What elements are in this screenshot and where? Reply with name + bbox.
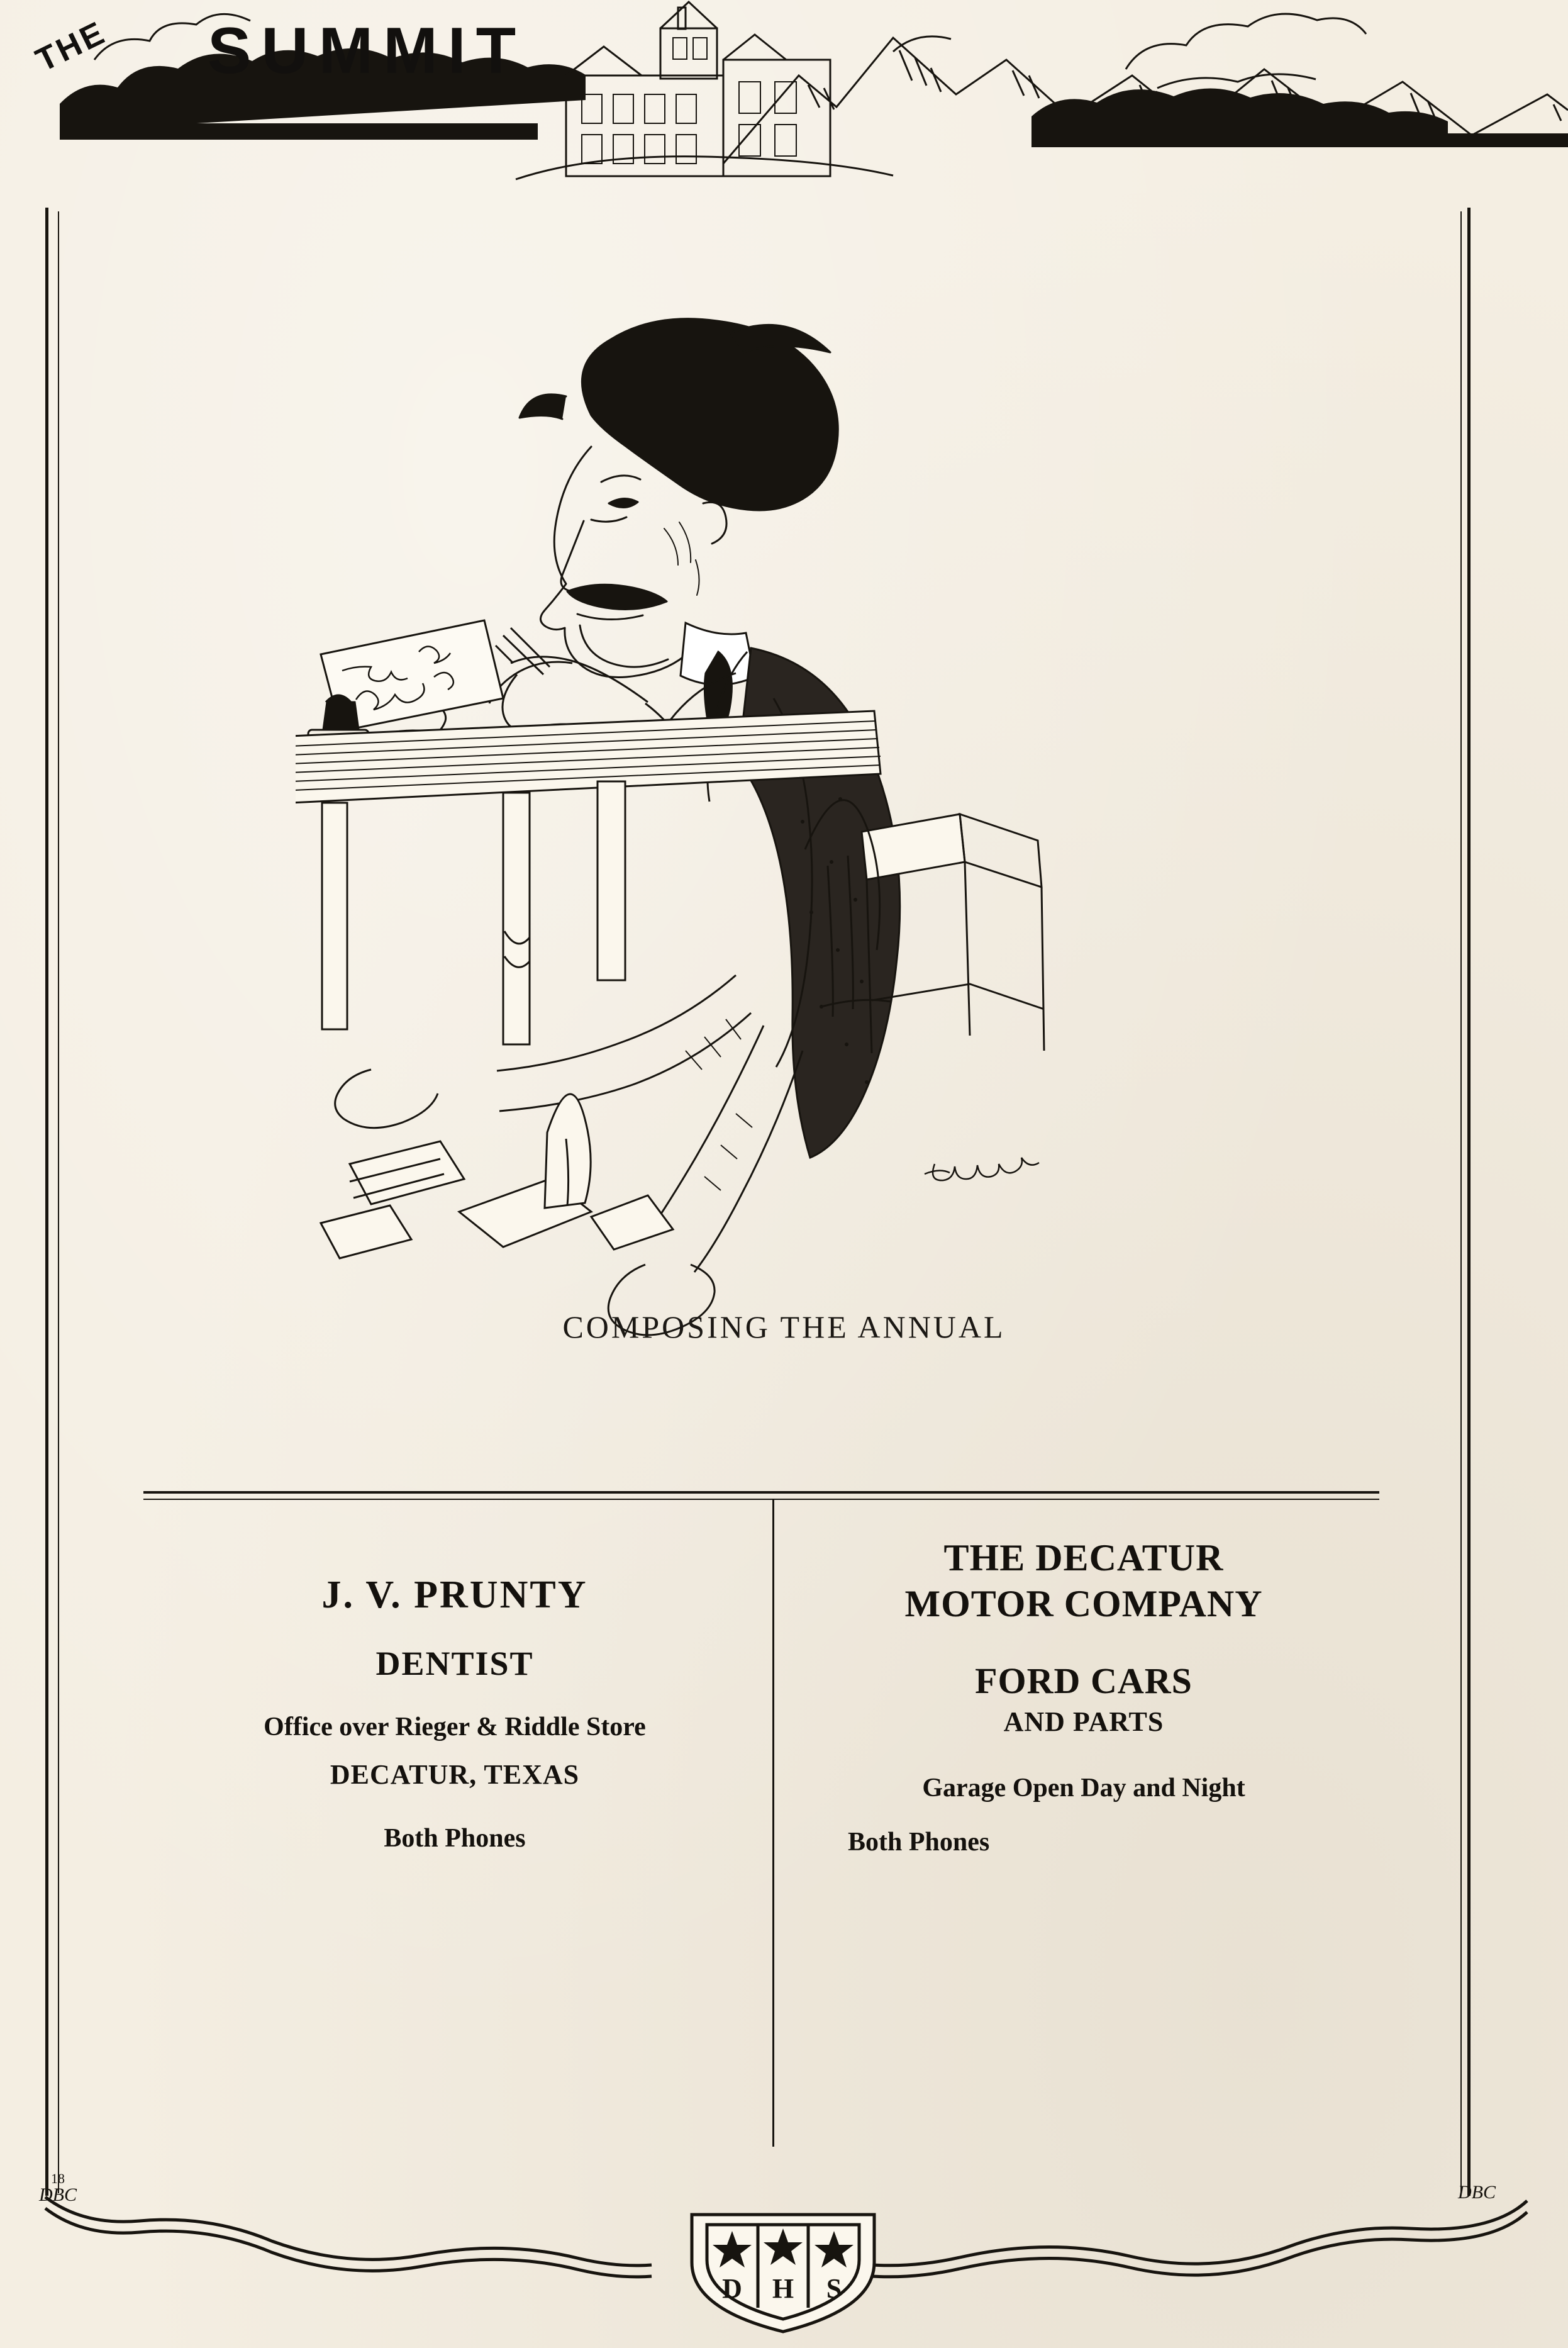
ad-left-city-state: DECATUR, TEXAS: [330, 1759, 580, 1790]
ad-left-name: J. V. PRUNTY: [321, 1574, 588, 1616]
frame-rule-left-outer: [45, 208, 48, 2196]
page-number: 18: [51, 2171, 65, 2186]
advertisement-decatur-motor-company: [785, 1535, 1382, 1857]
bottom-ornament: [0, 2139, 1568, 2347]
ad-left-profession: DENTIST: [375, 1645, 534, 1682]
cartoon-caption: COMPOSING THE ANNUAL: [562, 1309, 1006, 1345]
ad-left-address: Office over Rieger & Riddle Store: [264, 1713, 646, 1741]
ad-divider-rule-top: [143, 1491, 1379, 1494]
ad-right-name: [785, 1535, 1382, 1627]
corner-monogram-right-group: [1458, 2183, 1496, 2202]
frame-rule-right-inner: [1460, 211, 1462, 2193]
masthead-title: SUMMIT: [208, 14, 526, 87]
frame-rule-right-outer: [1467, 208, 1471, 2196]
cartoon-composing-the-annual: [296, 296, 1302, 1340]
ad-right-phones: Both Phones: [848, 1828, 990, 1857]
masthead-the-word: THE: [30, 14, 112, 79]
ad-divider-rule-vertical: [772, 1499, 774, 2147]
svg-text:S: S: [826, 2273, 842, 2304]
ad-right-name-line2: MOTOR COMPANY: [904, 1583, 1263, 1625]
advertisement-prunty-dentist: [143, 1573, 766, 1853]
ad-divider-rule-top-thin: [143, 1499, 1379, 1500]
svg-text:H: H: [772, 2273, 794, 2304]
page-number-corner-left: [39, 2172, 77, 2205]
ad-left-phones: Both Phones: [384, 1824, 526, 1853]
svg-text:D: D: [722, 2273, 742, 2304]
corner-monogram-right: DBC: [1458, 2182, 1496, 2203]
ad-right-product-sub: AND PARTS: [1003, 1706, 1164, 1738]
frame-rule-left-inner: [58, 211, 59, 2193]
ad-right-name-line1: THE DECATUR: [943, 1537, 1224, 1579]
corner-monogram-left: DBC: [39, 2184, 77, 2205]
ad-right-hours: Garage Open Day and Night: [922, 1774, 1245, 1803]
ad-right-product: FORD CARS: [975, 1660, 1193, 1702]
